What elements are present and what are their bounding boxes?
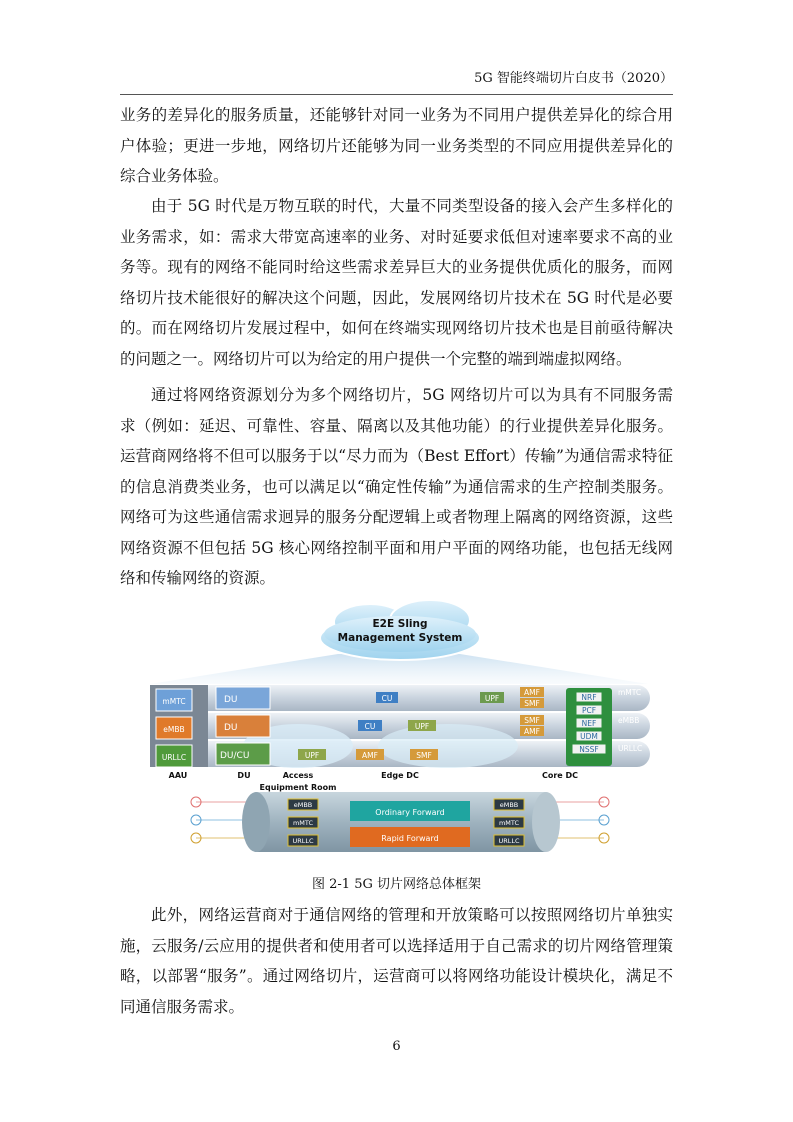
amf-label-3: AMF xyxy=(362,751,378,760)
rapid-forward-label: Rapid Forward xyxy=(381,834,439,843)
core-nfs xyxy=(572,692,606,754)
col-access: Access xyxy=(282,771,314,780)
col-core-dc: Core DC xyxy=(541,771,579,780)
paragraph-1: 业务的差异化的服务质量，还能够针对同一业务为不同用户提供差异化的综合用户体验；更进一步地，网络切片还能够为同一业务类型的不同应用提供差异化的综合业务体验。 xyxy=(120,106,673,185)
paragraph-4: 此外，网络运营商对于通信网络的管理和开放策略可以按照网络切片单独实施，云服务/云应用的提供者和使用者可以选择适用于自己需求的切片网络管理策略，以部署“服务”。通过网络切片，运营商可以将网络功能设计模块化，满足不同通信服务需求。 xyxy=(120,906,673,1016)
cloud-title-2: Management System xyxy=(337,632,463,644)
smf-label-2: SMF xyxy=(524,716,540,725)
cu-label-2: CU xyxy=(364,722,376,731)
upf-label-1: UPF xyxy=(484,694,500,703)
tag-right-mmtc-label: mMTC xyxy=(498,819,520,827)
figure-caption: 图 2-1 5G 切片网络总体框架 xyxy=(312,877,481,892)
aau-embb-label: eMBB xyxy=(163,725,185,734)
cu-label-1: CU xyxy=(381,694,393,703)
tag-right-urllc-label: URLLC xyxy=(498,837,520,845)
col-du: DU xyxy=(237,771,251,780)
right-label-urllc: URLLC xyxy=(618,744,643,753)
smf-label-3: SMF xyxy=(416,751,432,760)
amf-label-1: AMF xyxy=(524,688,540,697)
running-header: 5G 智能终端切片白皮书（2020） xyxy=(120,70,673,95)
right-label-embb: eMBB xyxy=(618,716,640,725)
tag-left-urllc-label: URLLC xyxy=(292,837,314,845)
nf-udm: UDM xyxy=(580,732,598,741)
right-label-mmtc: mMTC xyxy=(618,688,642,697)
paragraph-3: 通过将网络资源划分为多个网络切片，5G 网络切片可以为具有不同服务需求（例如：延迟、可靠性、容量、隔离以及其他功能）的行业提供差异化服务。运营商网络将不但可以服务于以“尽力而为（Best Effort）传输”为通信需求特征的信息消费类业务，也可以满足以“确定性传输”为通信需求的生产控制类服务。网络可为这些通信需求迥异的服务分配逻辑上或者物理上隔离的网络资源，这些网络资源不但包括 5G 核心网络控制平面和用户平面的网络功能，也包括无线网络和传输网络的资源。 xyxy=(120,386,673,587)
nf-pcf: PCF xyxy=(581,706,597,715)
nf-nssf: NSSF xyxy=(579,745,599,754)
upf-label-2: UPF xyxy=(414,722,430,731)
network-slicing-figure xyxy=(148,596,652,861)
col-equipment-room: Equipment Room xyxy=(259,783,337,792)
smf-label-1: SMF xyxy=(524,699,540,708)
tag-left-mmtc-label: mMTC xyxy=(292,819,314,827)
page-number: 6 xyxy=(392,1039,401,1054)
aau-mmtc-label: mMTC xyxy=(162,697,186,706)
tag-right-embb-label: eMBB xyxy=(499,801,519,809)
cloud-icon xyxy=(320,600,480,660)
col-edge-dc: Edge DC xyxy=(381,771,419,780)
nf-nrf: NRF xyxy=(581,693,597,702)
cloud-title-1: E2E Sling xyxy=(372,618,428,630)
upf-label-3: UPF xyxy=(304,751,320,760)
col-aau: AAU xyxy=(168,771,188,780)
aau-urllc-label: URLLC xyxy=(161,753,187,762)
du-label-1: DU xyxy=(224,695,238,705)
ordinary-forward-label: Ordinary Forward xyxy=(375,808,445,817)
amf-label-2: AMF xyxy=(524,727,540,736)
du-label-3: DU/CU xyxy=(220,751,250,761)
tag-left-embb-label: eMBB xyxy=(293,801,313,809)
du-label-2: DU xyxy=(224,723,238,733)
paragraph-2: 由于 5G 时代是万物互联的时代，大量不同类型设备的接入会产生多样化的业务需求，如：需求大带宽高速率的业务、对时延要求低但对速率要求不高的业务等。现有的网络不能同时给这些需求差异巨大的业务提供优质化的服务，而网络切片技术能很好的解决这个问题，因此，发展网络切片技术在 5G 时代是必要的。而在网络切片发展过程中，如何在终端实现网络切片技术也是目前亟待解决的问题之一。网络切片可以为给定的用户提供一个完整的端到端虚拟网络。 xyxy=(120,197,673,368)
nf-nef: NEF xyxy=(581,719,597,728)
